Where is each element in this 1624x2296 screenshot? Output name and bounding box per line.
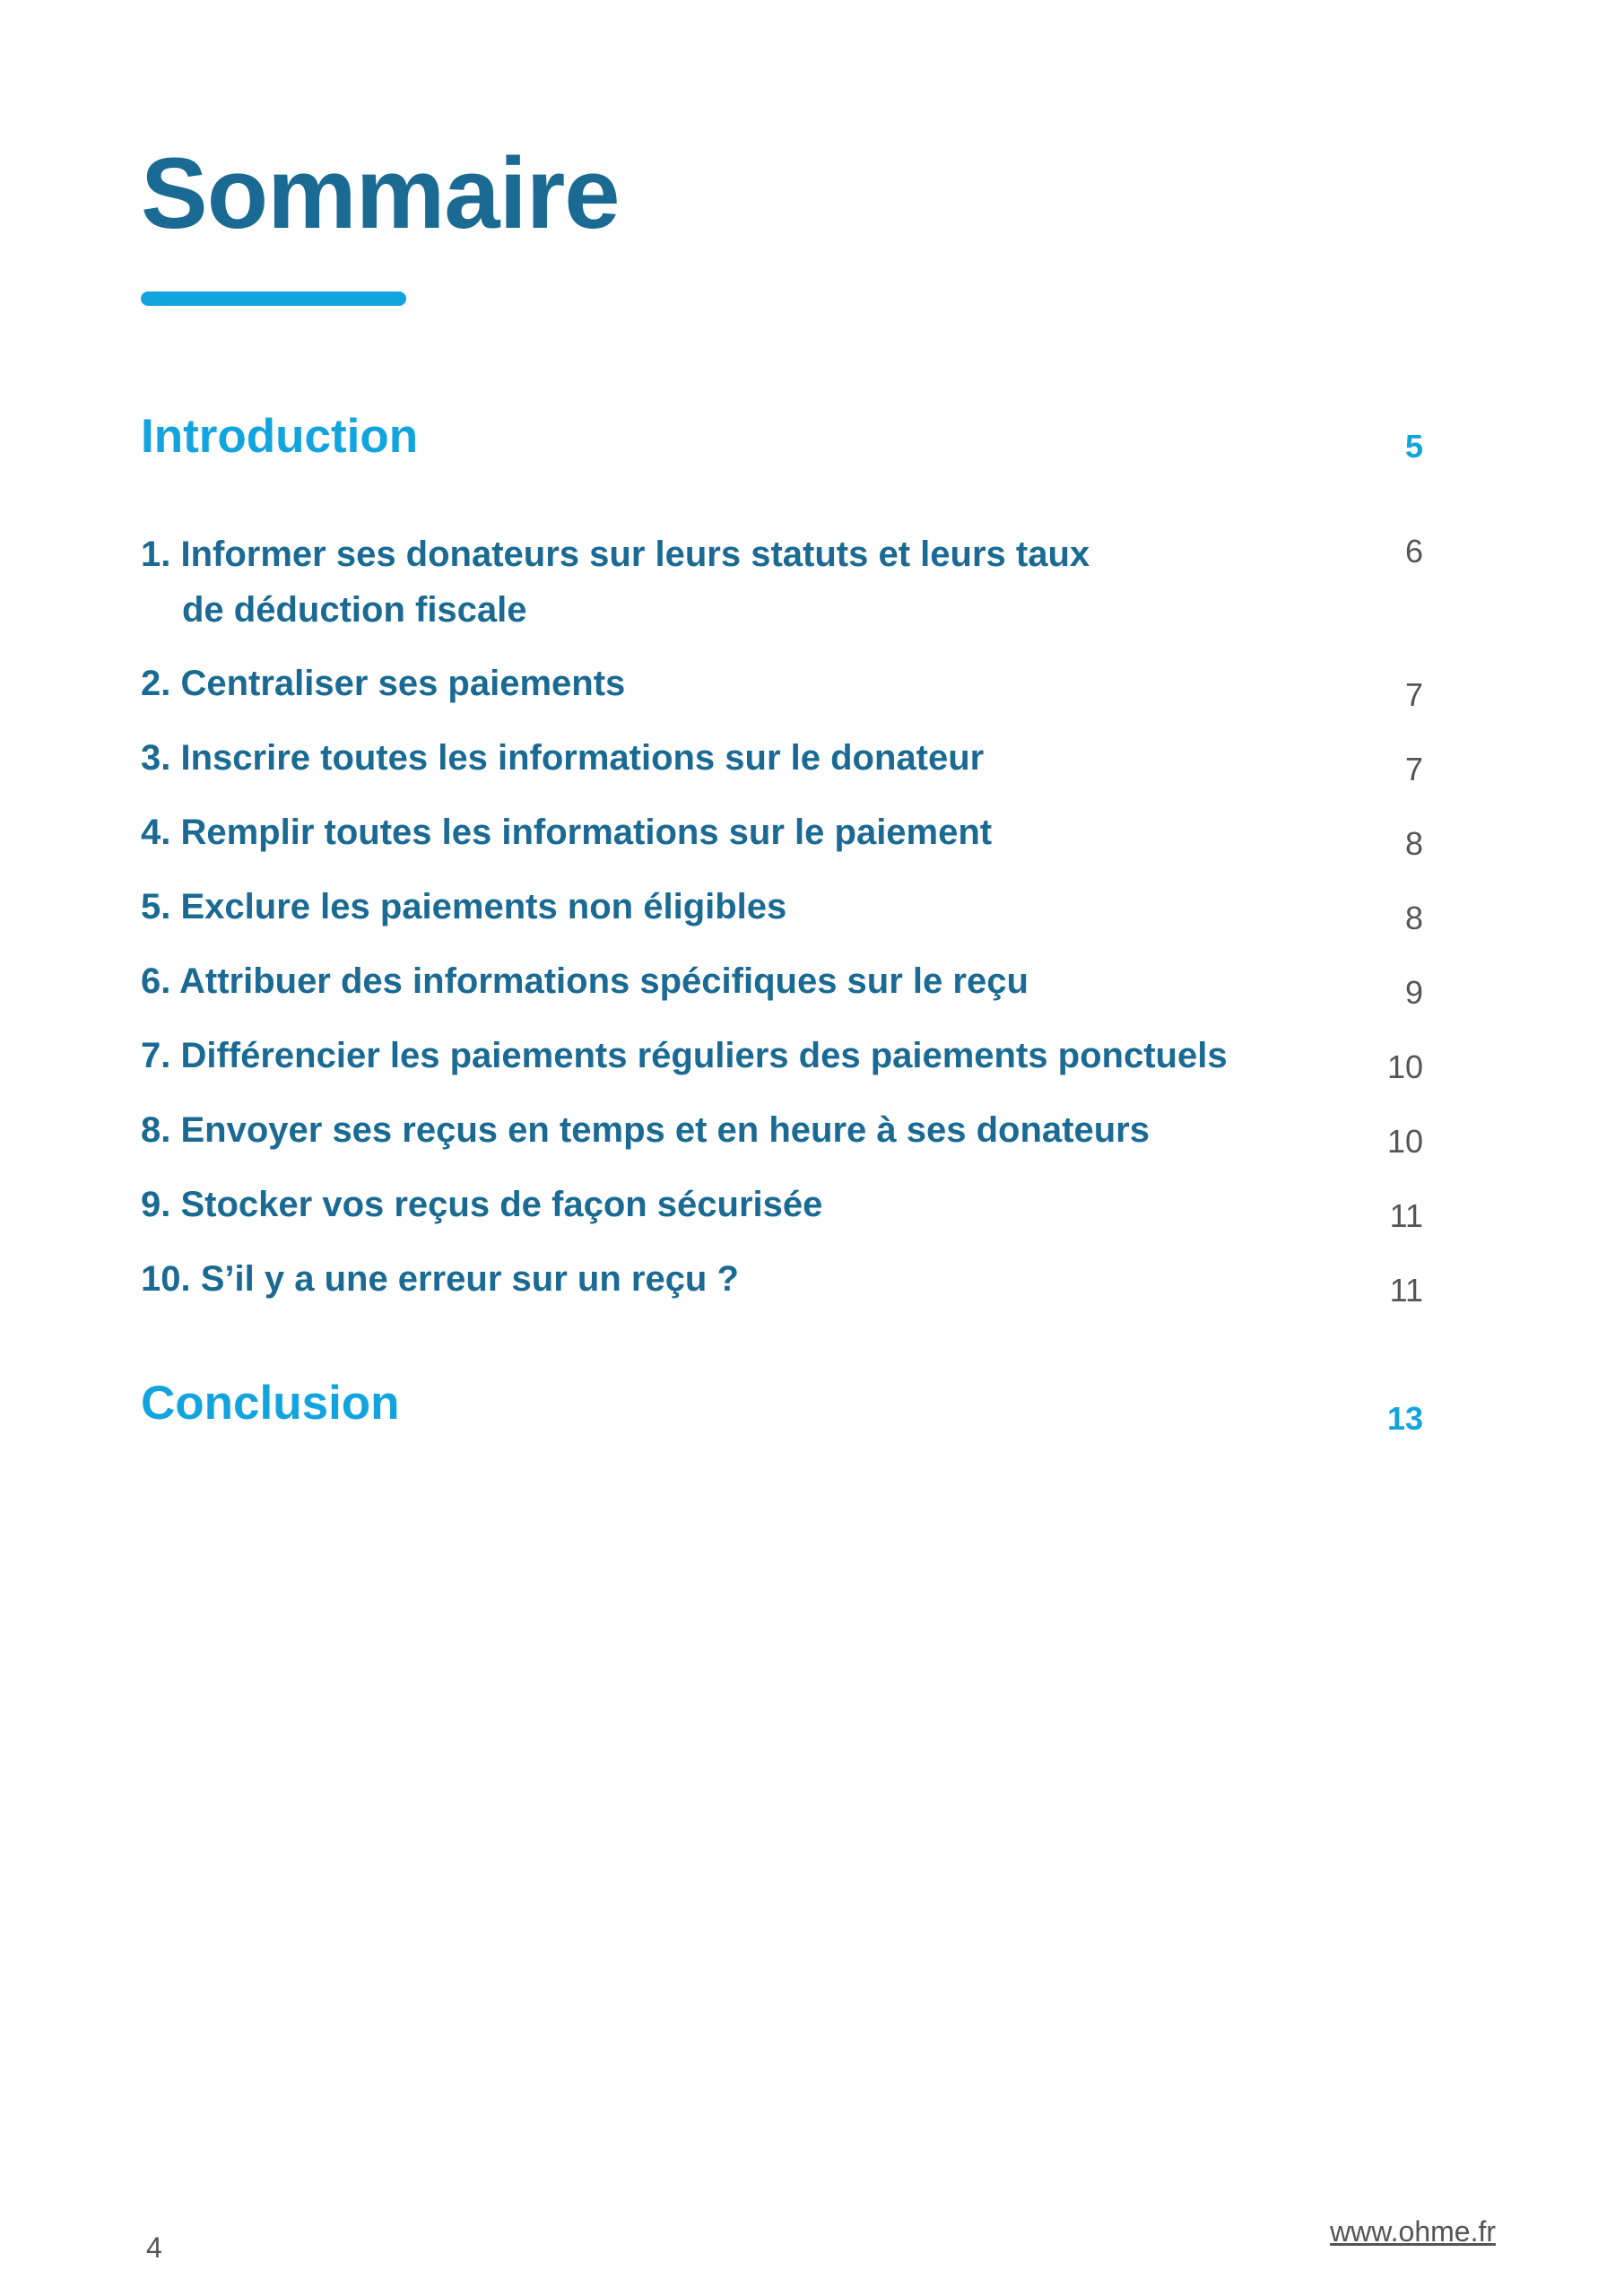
toc-item-label: 8. Envoyer ses reçus en temps et en heure à ses donateurs [141, 1110, 1150, 1150]
footer-page-number: 4 [146, 2231, 162, 2264]
toc-page-number: 13 [1386, 1400, 1423, 1437]
toc-page-number: 8 [1404, 900, 1423, 936]
toc-item-label: 5. Exclure les paiements non éligibles [141, 887, 787, 926]
toc-page-number: 10 [1386, 1048, 1423, 1085]
toc-page-number: 8 [1404, 825, 1423, 862]
toc-section-label: Introduction [141, 410, 419, 463]
toc-item-label: 4. Remplir toutes les informations sur le paiement [141, 813, 993, 852]
title-underline [141, 291, 406, 306]
toc-item-label: 6. Attribuer des informations spécifiques sur le reçu [141, 961, 1029, 1001]
toc-item-label-line2: de déduction fiscale [182, 590, 527, 630]
toc-section-label: Conclusion [141, 1377, 400, 1430]
toc-page-number: 11 [1389, 1197, 1423, 1234]
toc-item-label [141, 526, 1090, 638]
toc-item-label: 7. Différencier les paiements réguliers des paiements ponctuels [141, 1036, 1228, 1075]
toc-item-label: 2. Centraliser ses paiements [141, 664, 626, 703]
toc-item-label-line1: 1. Informer ses donateurs sur leurs statuts et leurs taux [141, 535, 1090, 574]
toc-page-number: 7 [1404, 676, 1423, 713]
toc-page-number: 9 [1404, 974, 1423, 1011]
page-title: Sommaire [141, 137, 620, 249]
toc-item-label: 9. Stocker vos reçus de façon sécurisée [141, 1185, 823, 1224]
toc-page-number: 5 [1404, 428, 1423, 465]
toc-item-label: 10. S’il y a une erreur sur un reçu ? [141, 1259, 739, 1299]
footer-website-link[interactable]: www.ohme.fr [1330, 2215, 1496, 2248]
toc-page-number: 6 [1404, 533, 1423, 570]
toc-page-number: 10 [1386, 1123, 1423, 1160]
toc-item-label: 3. Inscrire toutes les informations sur le donateur [141, 738, 985, 778]
toc-page-number: 11 [1389, 1272, 1423, 1309]
toc-page-number: 7 [1404, 751, 1423, 787]
